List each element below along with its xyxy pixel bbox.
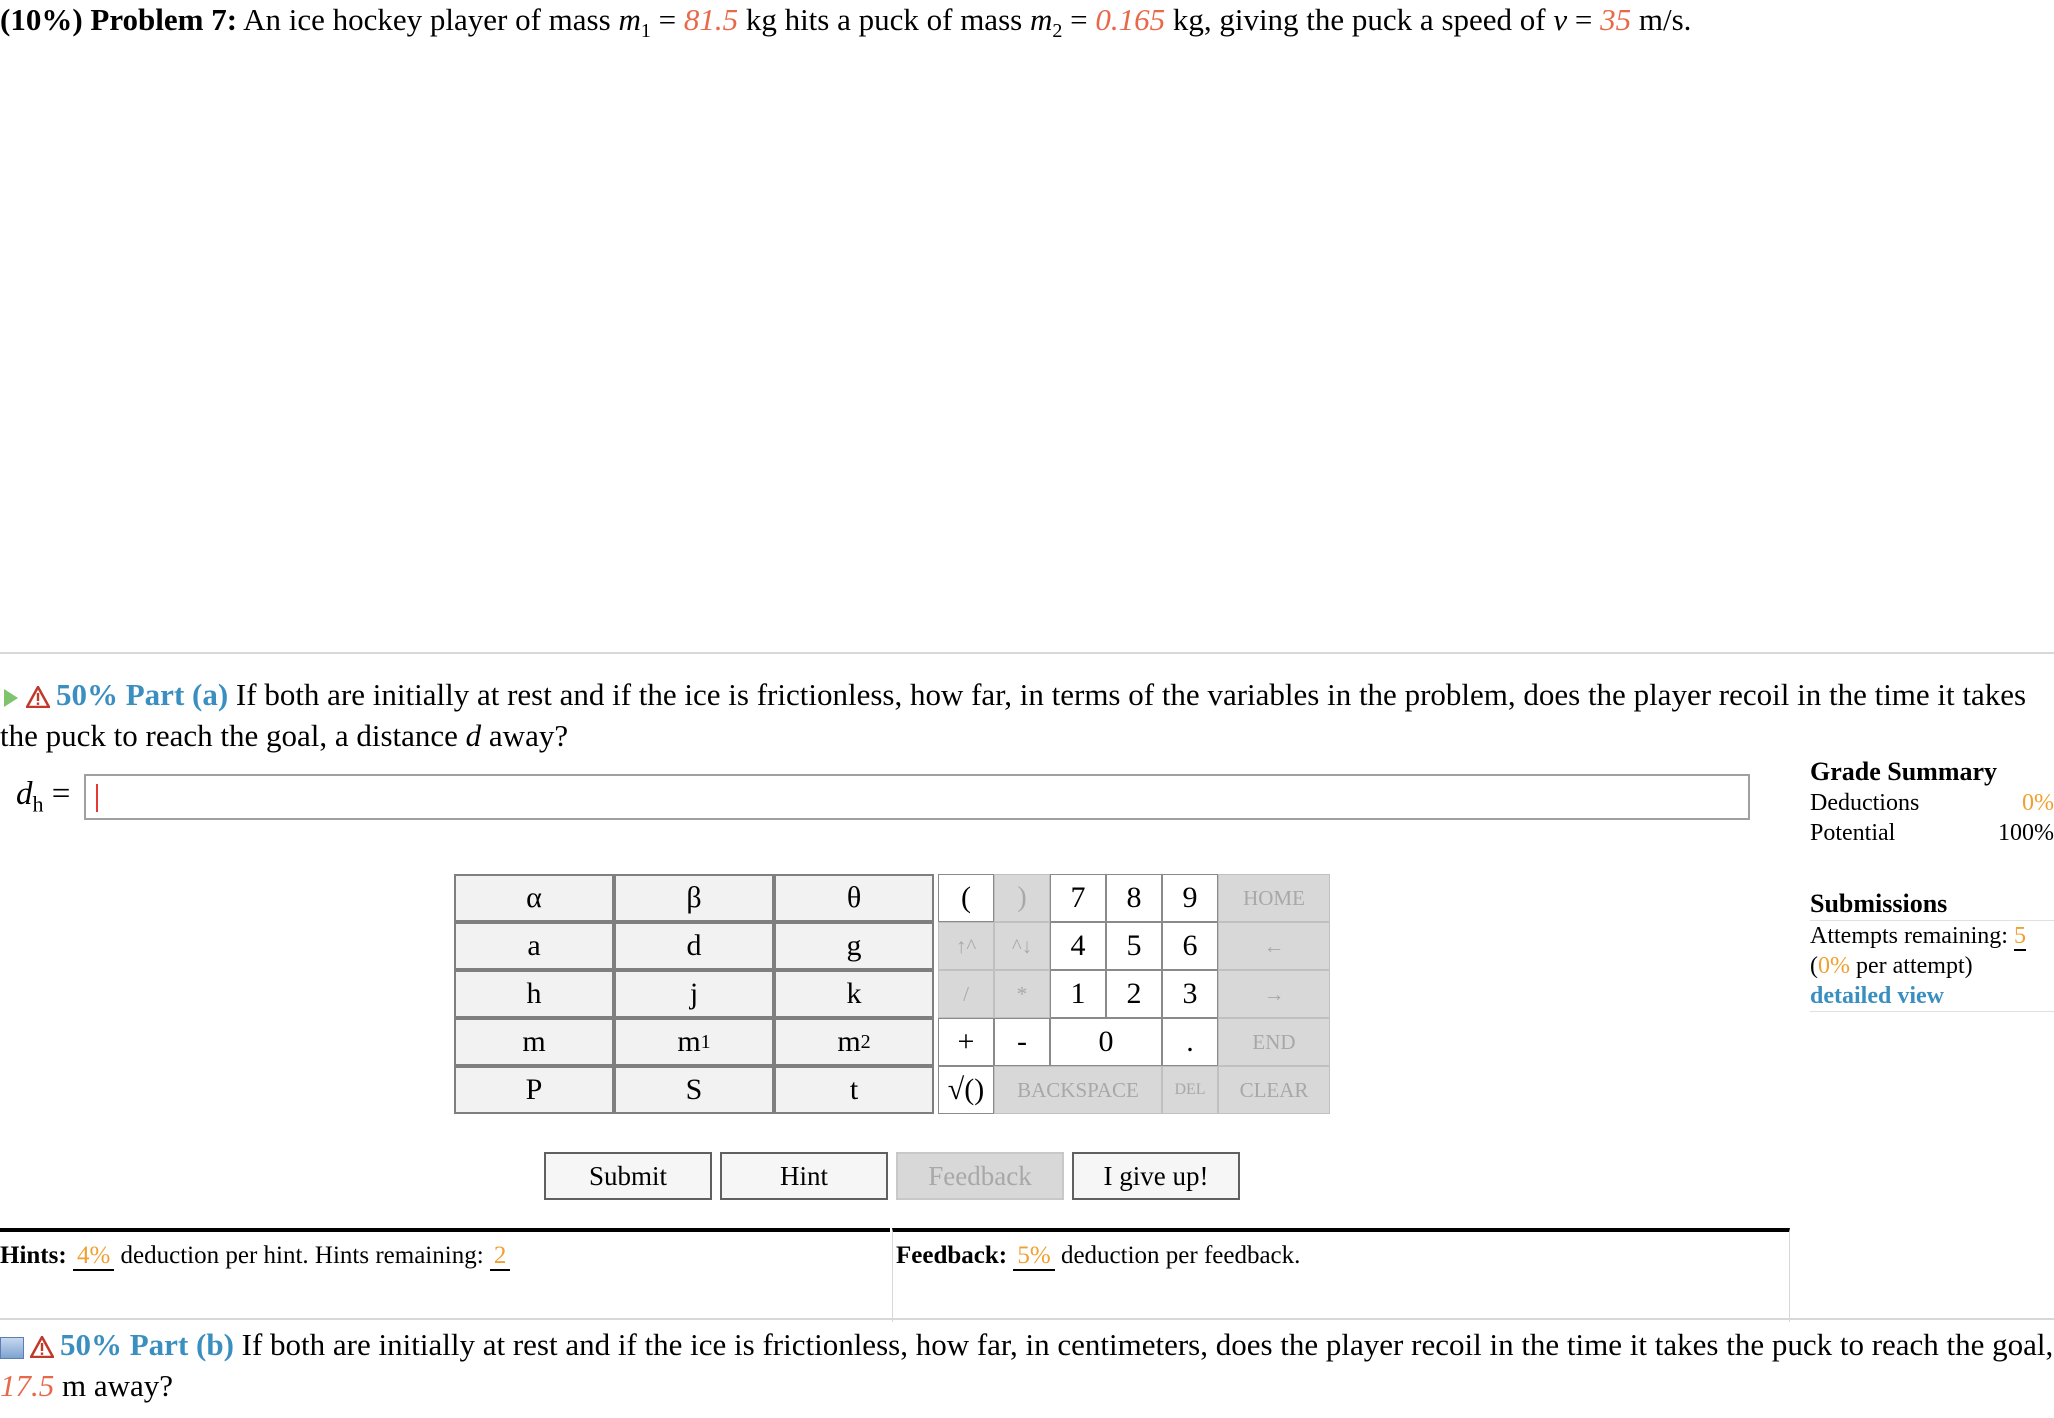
key-decimal[interactable]: . <box>1162 1018 1218 1066</box>
part-a-text-2: away? <box>488 717 569 753</box>
hint-deduction: 4% <box>73 1242 114 1271</box>
key-home: HOME <box>1218 874 1330 922</box>
play-icon[interactable] <box>4 689 18 707</box>
divider <box>0 652 2054 654</box>
key-minus[interactable]: - <box>994 1018 1050 1066</box>
answer-subscript: h <box>32 791 44 817</box>
hints-text: deduction per hint. Hints remaining: <box>120 1242 484 1269</box>
warning-icon <box>30 1329 54 1367</box>
hint-button[interactable]: Hint <box>720 1152 888 1200</box>
key-down: ^↓ <box>994 922 1050 970</box>
key-beta[interactable]: β <box>614 874 774 922</box>
feedback-panel <box>892 1228 1790 1322</box>
warning-icon <box>26 679 50 717</box>
d-symbol: d <box>465 717 482 753</box>
key-g[interactable]: g <box>774 922 934 970</box>
key-m1-subscript: 1 <box>700 1030 711 1053</box>
answer-equals: = <box>51 776 71 812</box>
answer-symbol: d <box>16 776 33 812</box>
divider-bottom <box>0 1318 2054 1320</box>
key-1[interactable]: 1 <box>1050 970 1106 1018</box>
part-b-text-1: If both are initially at rest and if the ice is frictionless, how far, in centimeters, does the player recoil in the time it takes the puck to reach the goal, <box>241 1327 2054 1362</box>
key-a[interactable]: a <box>454 922 614 970</box>
per-attempt-text: per attempt) <box>1856 953 1973 979</box>
equals-2: = <box>1070 2 1088 37</box>
key-m1-label: m <box>677 1025 701 1058</box>
key-times: * <box>994 970 1050 1018</box>
part-a-text-1: If both are initially at rest and if the ice is frictionless, how far, in terms of the variables in the problem, does the player recoil in the time it takes the puck to reach the goal, a distance <box>0 677 2027 753</box>
key-m2-subscript: 2 <box>860 1030 871 1053</box>
expand-icon[interactable] <box>0 1337 24 1359</box>
part-b-distance: 17.5 <box>0 1367 55 1403</box>
feedback-deduction: 5% <box>1013 1242 1054 1271</box>
key-m2-label: m <box>837 1025 861 1058</box>
problem-statement <box>0 0 1691 51</box>
key-theta[interactable]: θ <box>774 874 934 922</box>
key-m[interactable]: m <box>454 1018 614 1066</box>
m2-symbol: m <box>1029 2 1053 37</box>
part-b-percent: 50% Part (b) <box>60 1327 234 1362</box>
attempts-value: 5 <box>2013 923 2026 949</box>
problem-text-4: m/s. <box>1638 2 1692 37</box>
submissions-title: Submissions <box>1810 888 2054 921</box>
hints-remaining: 2 <box>490 1242 511 1271</box>
per-attempt-open: ( <box>1810 953 1818 979</box>
key-P[interactable]: P <box>454 1066 614 1114</box>
v-symbol: v <box>1553 2 1568 37</box>
deductions-label: Deductions <box>1810 790 1920 816</box>
key-9[interactable]: 9 <box>1162 874 1218 922</box>
part-a-percent: 50% Part (a) <box>56 677 229 712</box>
key-2[interactable]: 2 <box>1106 970 1162 1018</box>
key-plus[interactable]: + <box>938 1018 994 1066</box>
key-h[interactable]: h <box>454 970 614 1018</box>
key-k[interactable]: k <box>774 970 934 1018</box>
key-4[interactable]: 4 <box>1050 922 1106 970</box>
per-attempt-value: 0% <box>1818 953 1850 979</box>
hints-label: Hints: <box>0 1242 67 1269</box>
key-clear: CLEAR <box>1218 1066 1330 1114</box>
feedback-label: Feedback: <box>896 1242 1008 1269</box>
detailed-view-link[interactable]: detailed view <box>1810 983 1944 1009</box>
m1-subscript: 1 <box>640 20 651 43</box>
feedback-button: Feedback <box>896 1152 1064 1200</box>
problem-text-3: kg, giving the puck a speed of <box>1172 2 1546 37</box>
key-m1[interactable] <box>614 1018 774 1066</box>
m1-symbol: m <box>618 2 641 37</box>
key-divide: / <box>938 970 994 1018</box>
deductions-value: 0% <box>2022 790 2054 816</box>
text-cursor <box>96 784 98 812</box>
hints-panel <box>0 1228 890 1322</box>
problem-label: Problem 7: <box>90 2 238 37</box>
part-a-heading <box>0 676 2054 755</box>
problem-weight: (10%) <box>0 2 83 37</box>
potential-value: 100% <box>1998 820 2054 846</box>
grade-summary <box>1810 756 2054 1012</box>
key-0[interactable]: 0 <box>1050 1018 1162 1066</box>
grade-summary-title: Grade Summary <box>1810 757 1998 786</box>
key-t[interactable]: t <box>774 1066 934 1114</box>
give-up-button[interactable]: I give up! <box>1072 1152 1240 1200</box>
m2-subscript: 2 <box>1052 20 1063 43</box>
key-up: ↑^ <box>938 922 994 970</box>
key-3[interactable]: 3 <box>1162 970 1218 1018</box>
key-j[interactable]: j <box>614 970 774 1018</box>
key-d[interactable]: d <box>614 922 774 970</box>
problem-text-1: An ice hockey player of mass <box>243 2 611 37</box>
answer-label <box>16 776 70 818</box>
attempts-label: Attempts remaining: <box>1810 923 2008 949</box>
key-paren-open[interactable]: ( <box>938 874 994 922</box>
key-left-arrow: ← <box>1218 922 1330 970</box>
feedback-text: deduction per feedback. <box>1060 1242 1301 1269</box>
key-alpha[interactable]: α <box>454 874 614 922</box>
potential-label: Potential <box>1810 820 1896 846</box>
key-7[interactable]: 7 <box>1050 874 1106 922</box>
v-value: 35 <box>1600 2 1632 37</box>
key-5[interactable]: 5 <box>1106 922 1162 970</box>
key-right-arrow: → <box>1218 970 1330 1018</box>
equals-1: = <box>658 2 677 37</box>
equals-3: = <box>1574 2 1593 37</box>
key-paren-close: ) <box>994 874 1050 922</box>
key-6[interactable]: 6 <box>1162 922 1218 970</box>
key-sqrt[interactable]: √() <box>938 1066 994 1114</box>
m1-value: 81.5 <box>683 2 739 37</box>
key-backspace: BACKSPACE <box>994 1066 1162 1114</box>
key-end: END <box>1218 1018 1330 1066</box>
part-b-text-2: m away? <box>62 1367 174 1403</box>
submit-button[interactable]: Submit <box>544 1152 712 1200</box>
problem-text-2: kg hits a puck of mass <box>745 2 1023 37</box>
part-b-heading <box>0 1326 2054 1405</box>
m2-value: 0.165 <box>1095 2 1166 37</box>
key-m2[interactable] <box>774 1018 934 1066</box>
key-8[interactable]: 8 <box>1106 874 1162 922</box>
key-del: DEL <box>1162 1066 1218 1114</box>
answer-input[interactable] <box>84 774 1750 820</box>
key-S[interactable]: S <box>614 1066 774 1114</box>
